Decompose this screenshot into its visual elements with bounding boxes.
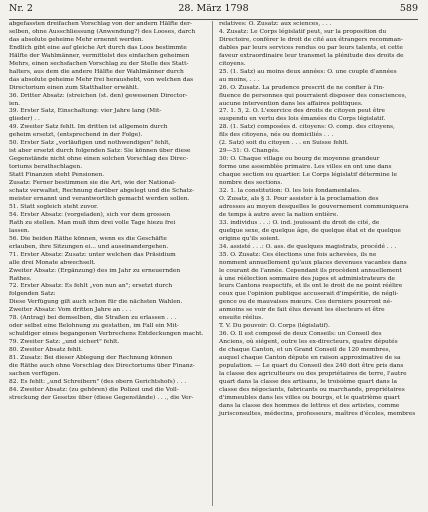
text-line: O. Zusatz, als § 3. Pour assister à la proclamation des (219, 195, 379, 202)
text-line: leurs Cantons respectifs, et ils ont le droit de ne point réélire (219, 283, 403, 290)
text-line: 79. Zweiter Satz: „und sichert" fehlt. (9, 339, 120, 346)
text-line: forme une assemblée primaire. Les villes en ont une dans (219, 164, 392, 171)
text-line: das absolute geheime Mehr frei heraushebt, von welchen das (9, 76, 194, 83)
text-line: T. V. Du pouvoir: O. Corps (législatif). (219, 323, 330, 330)
text-line: folgenden Satz: (9, 291, 56, 298)
text-line: 39. Erster Satz, Einschaltung: vier Jahre lang (Mit- (9, 108, 162, 115)
text-line: anmoins se voir de fait élus devant les électeurs et être (219, 307, 385, 314)
text-line: 30: O. Chaque village ou bourg de moyenne grandeur (219, 156, 380, 163)
text-line: 56. Die beiden Räthe können, wenn es die Geschäfte (9, 235, 167, 242)
column-divider (212, 21, 213, 506)
text-line: toriums berathschlagen. (9, 164, 83, 171)
issue-number: Nr. 2 (9, 3, 33, 14)
text-line: 32. 1. la constitution: O. les lois fondamentales. (219, 188, 362, 195)
text-line: ceux que l'opinion publique accuserait d'impéritie, de négli- (219, 291, 399, 298)
text-line: à une réélection sommaire des juges et administrateurs de (219, 275, 395, 282)
text-line: origine qu'ils soient. (219, 235, 280, 242)
text-line: auquel chaque Canton députe en raison approximative de sa (219, 355, 401, 362)
text-line: au moins, . . . (219, 76, 260, 83)
text-line: 82. Es fehlt: „und Schreibern" (des obern Gerichtshofs) . . . (9, 378, 187, 385)
text-line: d'immeubles dans les villes ou bourgs, et le quatrième quart (219, 394, 400, 401)
text-line: aucune intervention dans les affaires politiques. (219, 100, 363, 107)
text-line: Zusatz: Ferner bestimmen sie die Art, wie der National- (9, 180, 176, 187)
page-header (9, 3, 418, 17)
text-line: chaque section ou quartier. Le Corps législatif détermine le (219, 172, 398, 179)
text-line: 25. (1. Satz) au moins deux années: O. une couple d'années (219, 68, 397, 75)
text-line: 33. individus . . .: O. ind. jouissant du droit de cité, de (219, 219, 380, 226)
text-line: schuldiger eines begangenen Verbrechens Entdeckungen macht. (9, 331, 204, 338)
text-line: 49. Zweiter Satz fehlt. Im dritten ist allgemein durch (9, 124, 168, 131)
text-line: Statt Finanzen steht Pensionen. (9, 172, 105, 179)
text-line: 81. Zusatz: Bei dieser Ablegung der Rechnung können (9, 355, 173, 362)
text-line: jurisconsultes, médecins, professeurs, maîtres d'écoles, membres (219, 410, 416, 417)
text-line: lassen. (9, 227, 30, 234)
text-line: 36. Dritter Absatz: (streichen (st. den) gewesenen Director- (9, 92, 188, 99)
text-line: la classe des agriculteurs ou des propriétaires de terre, l'autre (219, 370, 407, 377)
text-line: selben, ohne Ausschliessung (Anwendung?) des Looses, darch (9, 28, 196, 35)
text-line: 27. 1. 5, 2. O. L'exercice des droits de citoyen peut être (219, 108, 386, 115)
header-date: 28. März 1798 (178, 3, 249, 14)
text-line: (2. Satz) soit du citoyen . . . en Suisse fehlt. (219, 140, 349, 147)
text-line: das absolute geheime Mehr ernennt werden. (9, 36, 144, 43)
text-line: 54. Erster Absatz: (vorgeladen), sich vor dem grossen (9, 211, 171, 218)
text-line: dans la classe des hommes de lettres et des artistes, comme (219, 402, 400, 409)
text-line: population. — Le quart du Conseil des 240 doit être pris dans (219, 362, 404, 369)
text-line: Mehrs, einen sechsfachen Vorschlag zu der Stelle des Statt- (9, 60, 189, 67)
text-line: 4. Zusatz: Le Corps législatif peut, sur la proposition du (219, 28, 387, 35)
text-line: sachen verfügen. (9, 370, 61, 377)
text-line: erlauben, ihre Sitzungen ei... und auseinandergehen. (9, 243, 169, 250)
text-line: 34. assisté . . .: O. ass. de quelques magistrats, procédé . . . (219, 243, 397, 250)
text-line: gence ou de mauvaises mœurs. Ces derniers pourront né- (219, 299, 393, 306)
text-line: Anciens, où siégent, outre les ex-directeurs, quatre députés (219, 339, 398, 346)
text-line: suspendu en vertu des lois émanées du Corps législatif. (219, 116, 386, 123)
text-line: 35. O. Zusatz: Ces élections une fois achevées, ils ne (219, 251, 377, 258)
text-line: 28. (1. Satz) composées d. citoyens: O. comp. des citoyens, (219, 124, 395, 131)
text-line: Rath zu stellen. Man muß ihm drei volle Tage hiezu frei (9, 219, 176, 226)
text-line: streckung der Gesetze über (diese Gegenstände) . . ., die Ver- (9, 394, 194, 401)
text-line: quelque sexe, de quelque âge, de quelque état et de quelque (219, 227, 401, 234)
text-line: alle drei Monate abwechselt. (9, 259, 96, 266)
text-line: faveur extraordinaire leur transmet la plénitude des droits de (219, 52, 404, 59)
text-line: Hälfte der Wahlmänner, vermittelst des einfachen geheimen (9, 52, 190, 59)
text-line: 84. Zweiter Absatz: (zu gehören) die Polizei und die Voll- (9, 386, 179, 393)
text-line: adresses au moyen desquelles le gouvernement communiquera (219, 203, 409, 210)
text-line: le courant de l'année. Cependant ils procèdent annuellement (219, 267, 402, 274)
text-line: oder selbst eine Belohnung zu gestatten, im Fall ein Mit- (9, 323, 179, 330)
text-line: 80. Zweiter Absatz fehlt. (9, 347, 83, 354)
text-line: Zweiter Absatz: (Ergänzung) des im Jahr zu erneuernden (9, 267, 181, 274)
text-line: 78. (Antrag) bei demselben, die Straßen zu erlassen . . . (9, 315, 177, 322)
text-line: classe des négociants, fabricants ou marchands, propriétaires (219, 386, 405, 393)
text-line: 72. Erster Absatz: Es fehlt „von nun an"; ersetzt durch (9, 283, 173, 290)
text-line: quart dans la classe des artisans, le troisième quart dans la (219, 378, 397, 385)
text-line: abgefassten dreifachen Vorschlag von der andern Hälfte der- (9, 21, 192, 27)
text-line: nomment annuellement qu'aux places devenues vacantes dans (219, 259, 407, 266)
text-line: nombre des sections. (219, 180, 283, 187)
text-line: de chaque Canton, et un Grand Conseil de 120 membres, (219, 347, 391, 354)
text-line: schatz verwaltet, Rechnung darüber abgelegt und die Schatz- (9, 188, 195, 195)
text-line: relatives: O. Zusatz: aux sciences, . . . (219, 21, 332, 27)
text-line: 29—31: O. Changés. (219, 148, 280, 155)
right-column (219, 21, 419, 419)
text-line: Endlich gibt eine auf gleiche Art durch das Loos bestimmte (9, 44, 187, 51)
text-line: meister ernannt und verantwortlich gemacht werden sollen. (9, 195, 190, 202)
text-line: 36. O. Il est composé de deux Conseils: un Conseil des (219, 331, 382, 338)
text-line: fluence de personnes qui pourraient disposer des consciences, (219, 92, 407, 99)
text-line: dables par leurs services rendus ou par leurs talents, et cette (219, 44, 403, 51)
text-line: Zweiter Absatz: Vom dritten Jahre an . . . (9, 307, 132, 314)
text-line: halters, aus dem die andere Hälfte der Wahlmänner durch (9, 68, 184, 75)
text-line: Gegenstände nicht ohne einen solchen Vorschlag des Direc- (9, 156, 189, 163)
text-line: geheim ersetzt, (entsprechend in der Folge). (9, 132, 143, 139)
text-line: ist aber ersetzt durch folgenden Satz: Sie können über diese (9, 148, 191, 155)
text-line: Directorium einen zum Statthalter erwählt. (9, 84, 139, 91)
header-rule (9, 19, 418, 20)
text-line: die Räthe auch ohne Vorschlag des Directoriums über Finanz- (9, 362, 195, 369)
text-line: de temps à autre avec la nation entière. (219, 211, 339, 218)
text-line: 50. Erster Satz „vorläufigen und nothwendigen" fehlt, (9, 140, 171, 147)
text-line: Rathes. (9, 275, 32, 282)
text-line: 71. Erster Absatz: Zusatz: unter welchen das Präsidium (9, 251, 176, 258)
text-line: citoyens. (219, 60, 246, 67)
text-line: glieder) . . (9, 116, 40, 123)
text-line: 26. O. Zusatz. La prudence prescrit de ne confier à l'in- (219, 84, 385, 91)
text-line: ien. (9, 100, 21, 107)
text-line: Directoire, conférer le droit de cité aux étrangers recomman- (219, 36, 403, 43)
text-line: Diese Verfügung gilt auch schon für die nächsten Wahlen. (9, 299, 183, 306)
left-column (9, 21, 209, 403)
text-line: ensuite réélus. (219, 315, 264, 322)
text-line: fils des citoyens, nés ou domiciliés . . . (219, 132, 334, 139)
page-number: 589 (399, 3, 418, 14)
text-line: 51. Statt sogleich steht zuvor. (9, 203, 99, 210)
